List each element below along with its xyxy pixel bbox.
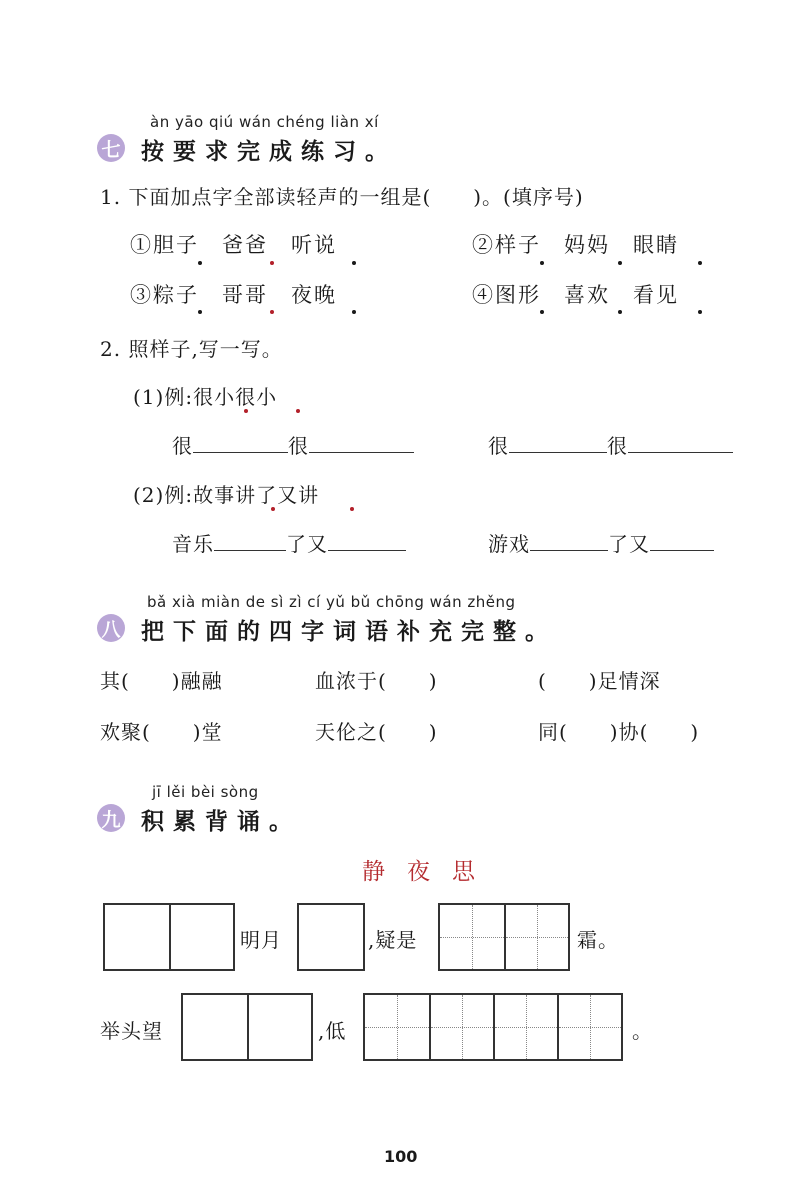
q1-option-2: ②样子 妈妈 眼睛 — [472, 233, 679, 257]
writing-cell[interactable] — [365, 995, 429, 1059]
q1-option-1: ①胆子 爸爸 听说 — [130, 233, 337, 257]
ex1-word-b: 很 — [288, 434, 309, 458]
section8-pinyin: bǎ xià miàn de sì zì cí yǔ bǔ chōng wán zhěng — [147, 593, 516, 611]
writing-cell[interactable] — [440, 905, 504, 969]
emphasis-dot — [270, 261, 274, 265]
poem-title: 静夜思 — [362, 859, 497, 885]
section9-title: 积累背诵。 — [141, 809, 301, 835]
q1-text: 1. 下面加点字全部读轻声的一组是( )。(填序号) — [100, 185, 584, 209]
writing-cell[interactable] — [493, 995, 557, 1059]
ex1-row — [172, 430, 414, 459]
section8-badge: 八 — [97, 614, 125, 642]
q1-option-4: ④图形 喜欢 看见 — [472, 283, 679, 307]
q1-option-3: ③粽子 哥哥 夜晚 — [130, 283, 337, 307]
writing-cell[interactable] — [299, 905, 363, 969]
emphasis-dot — [271, 507, 275, 511]
idiom-1: 其( )融融 — [100, 669, 223, 693]
ex1-row-2 — [488, 430, 733, 459]
writing-cell[interactable] — [504, 905, 568, 969]
ex2-word-d: 了又 — [608, 532, 650, 556]
writing-box-group[interactable] — [103, 903, 235, 971]
writing-box-group[interactable] — [363, 993, 623, 1061]
q2-example-2: (2)例:故事讲了又讲 — [133, 483, 320, 507]
emphasis-dot — [352, 310, 356, 314]
answer-blank[interactable] — [328, 549, 406, 551]
emphasis-dot — [540, 310, 544, 314]
writing-box-group[interactable] — [181, 993, 313, 1061]
q2-example-1: (1)例:很小很小 — [133, 385, 278, 409]
emphasis-dot — [198, 310, 202, 314]
ex2-row-2 — [488, 528, 714, 557]
section7-badge: 七 — [97, 134, 125, 162]
poem-line1-text-a: 明月 — [240, 928, 282, 952]
poem-line1-text-b: ,疑是 — [368, 928, 418, 952]
emphasis-dot — [198, 261, 202, 265]
writing-cell[interactable] — [429, 995, 493, 1059]
writing-box-group[interactable] — [297, 903, 365, 971]
answer-blank[interactable] — [309, 451, 414, 453]
section9-pinyin: jī lěi bèi sòng — [152, 783, 259, 801]
writing-cell[interactable] — [169, 905, 233, 969]
ex2-word-c: 游戏 — [488, 532, 530, 556]
idiom-6: 同( )协( ) — [538, 720, 700, 744]
emphasis-dot — [698, 310, 702, 314]
answer-blank[interactable] — [193, 451, 288, 453]
section9-badge: 九 — [97, 804, 125, 832]
ex1-word-d: 很 — [607, 434, 628, 458]
emphasis-dot — [350, 507, 354, 511]
idiom-4: 欢聚( )堂 — [100, 720, 223, 744]
idiom-3: ( )足情深 — [538, 669, 661, 693]
ex2-word-b: 了又 — [286, 532, 328, 556]
writing-cell[interactable] — [557, 995, 621, 1059]
answer-blank[interactable] — [214, 549, 286, 551]
poem-line2-text-a: 举头望 — [100, 1019, 163, 1043]
emphasis-dot — [270, 310, 274, 314]
poem-line2-text-b: ,低 — [318, 1019, 347, 1043]
emphasis-dot — [698, 261, 702, 265]
ex1-word-a: 很 — [172, 434, 193, 458]
emphasis-dot — [352, 261, 356, 265]
q2-text: 2. 照样子,写一写。 — [100, 337, 283, 361]
ex1-word-c: 很 — [488, 434, 509, 458]
emphasis-dot — [244, 409, 248, 413]
writing-cell[interactable] — [105, 905, 169, 969]
poem-line2-text-c: 。 — [632, 1019, 653, 1043]
section7-title: 按要求完成练习。 — [141, 139, 397, 165]
idiom-5: 天伦之( ) — [315, 720, 438, 744]
section7-pinyin: àn yāo qiú wán chéng liàn xí — [150, 113, 379, 131]
writing-cell[interactable] — [183, 995, 247, 1059]
answer-blank[interactable] — [509, 451, 607, 453]
writing-box-group[interactable] — [438, 903, 570, 971]
emphasis-dot — [618, 261, 622, 265]
emphasis-dot — [540, 261, 544, 265]
section8-title: 把下面的四字词语补充完整。 — [141, 619, 557, 645]
answer-blank[interactable] — [650, 549, 714, 551]
emphasis-dot — [618, 310, 622, 314]
writing-cell[interactable] — [247, 995, 311, 1059]
answer-blank[interactable] — [530, 549, 608, 551]
poem-line1-text-c: 霜。 — [577, 928, 619, 952]
ex2-row — [172, 528, 406, 557]
ex2-word-a: 音乐 — [172, 532, 214, 556]
emphasis-dot — [296, 409, 300, 413]
idiom-2: 血浓于( ) — [315, 669, 438, 693]
answer-blank[interactable] — [628, 451, 733, 453]
page-number: 100 — [384, 1147, 418, 1166]
